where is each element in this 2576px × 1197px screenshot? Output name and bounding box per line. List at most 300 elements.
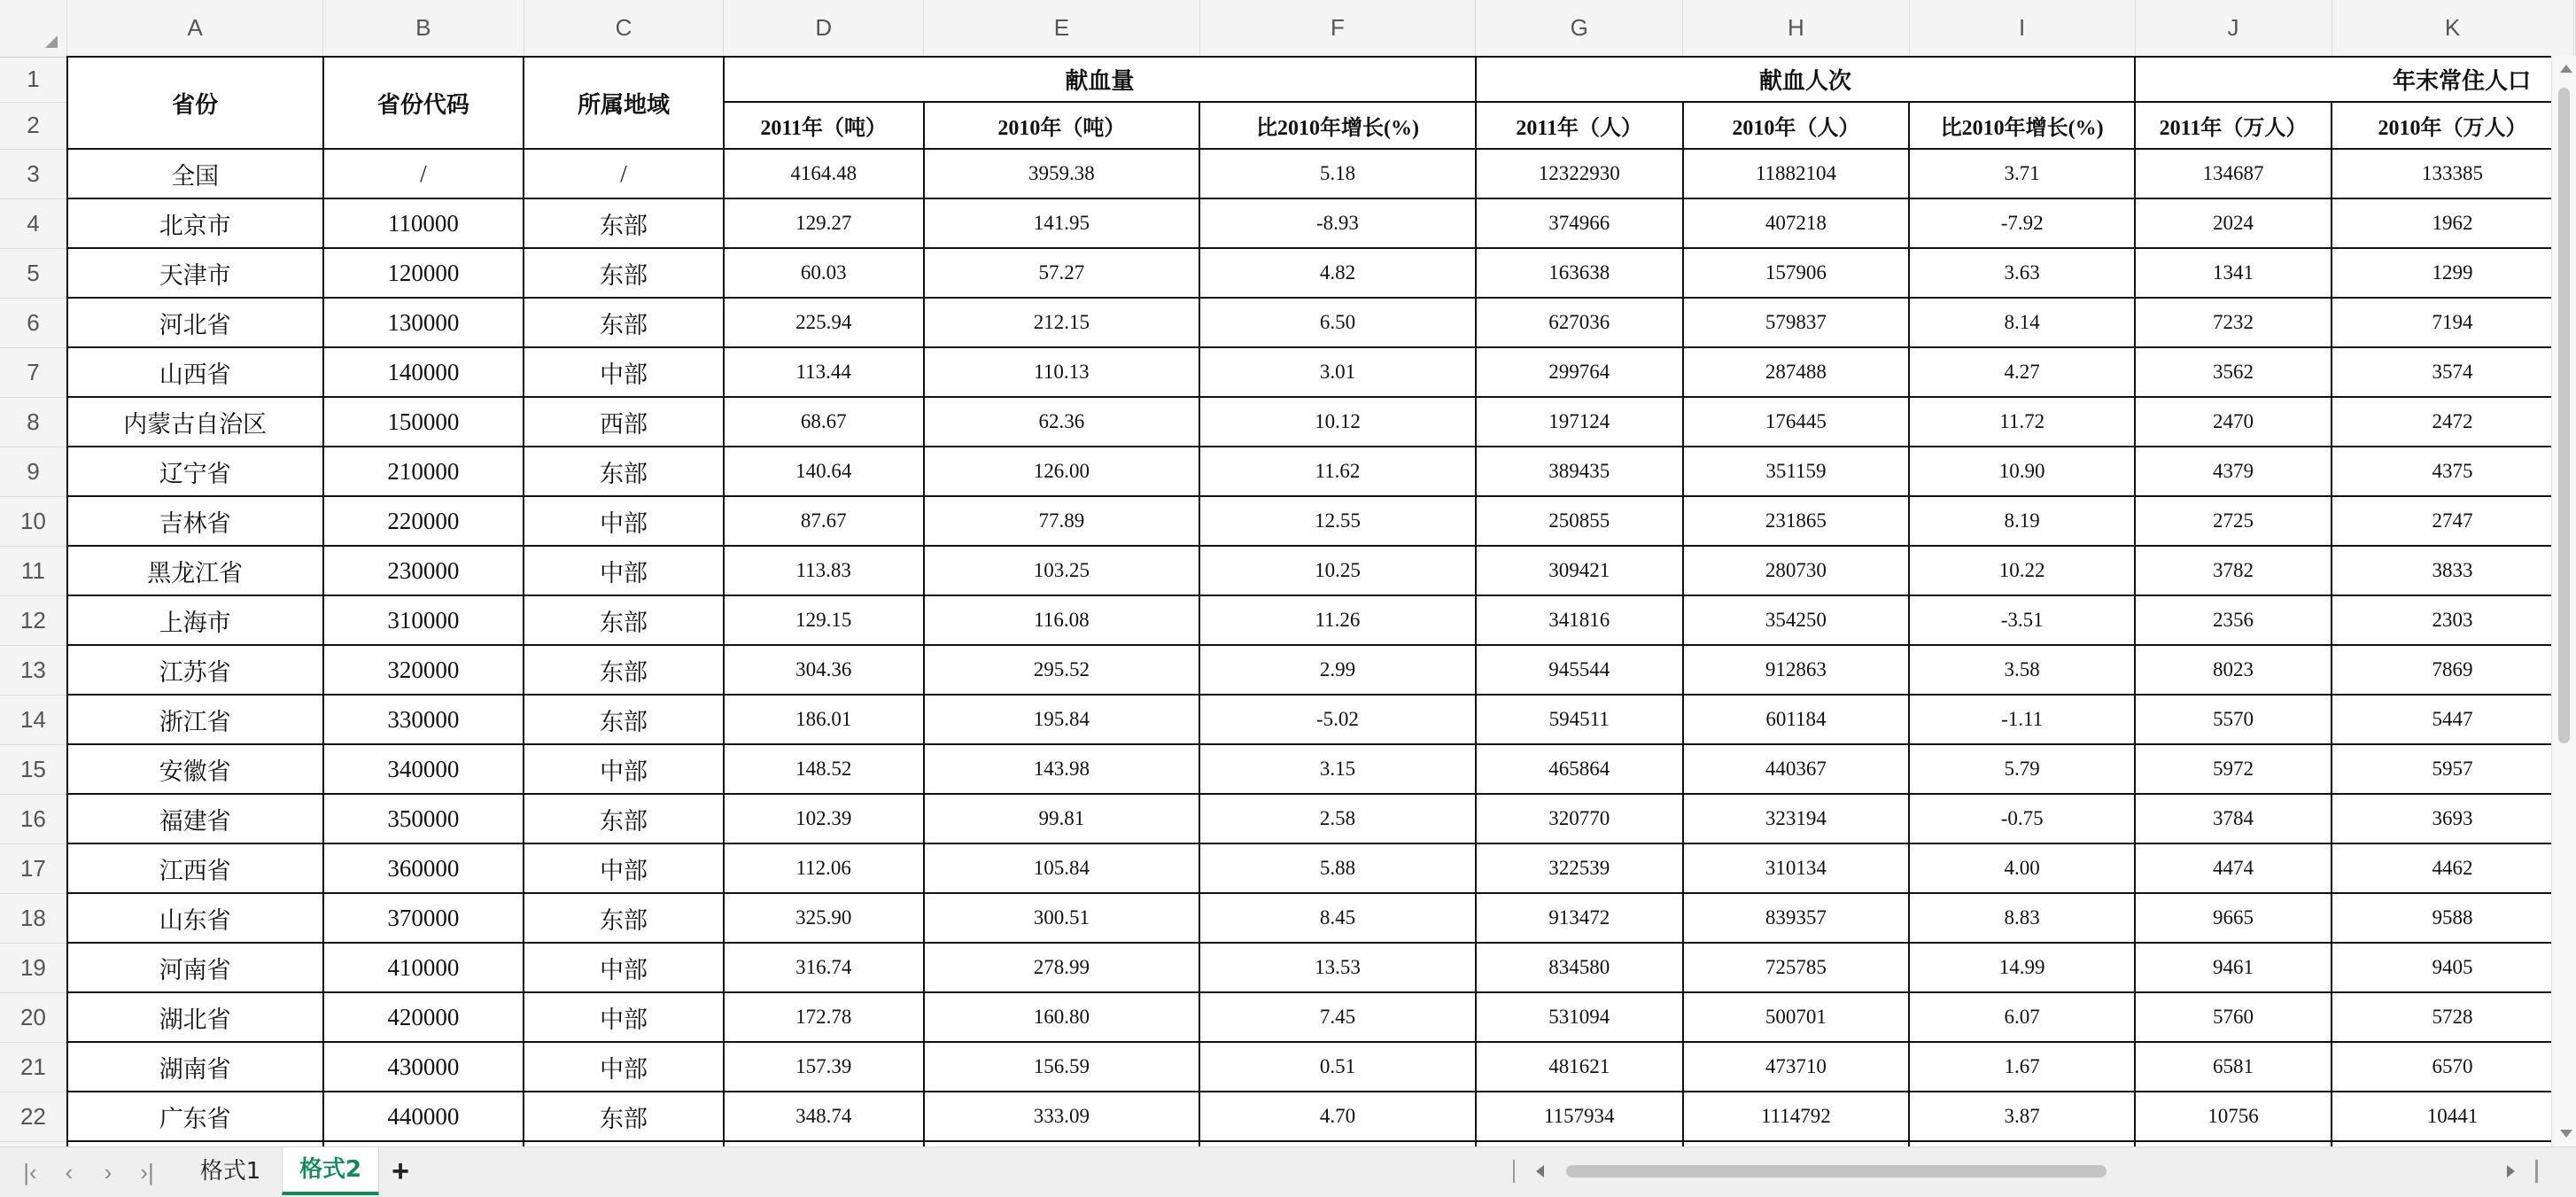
next-sheet-icon[interactable]: › (104, 1159, 113, 1185)
cell[interactable]: 10.12 (1199, 397, 1476, 447)
cell[interactable]: 3.87 (1909, 1092, 2135, 1141)
cell[interactable]: 东部 (524, 198, 724, 248)
cell[interactable]: 374966 (1476, 198, 1683, 248)
cell[interactable]: 黑龙江省 (67, 546, 323, 595)
cell[interactable]: 195.84 (924, 695, 1200, 744)
row-header[interactable]: 10 (0, 496, 67, 546)
header-region[interactable]: 所属地域 (524, 57, 724, 149)
cell[interactable]: 186.01 (724, 695, 924, 744)
cell[interactable]: 120000 (323, 248, 524, 298)
cell[interactable]: 465864 (1476, 744, 1683, 794)
column-header-e[interactable]: E (924, 0, 1200, 57)
cell[interactable]: 8.83 (1909, 893, 2135, 943)
cell[interactable]: 330000 (323, 695, 524, 744)
sheet-tab-format1[interactable]: 格式1 (199, 1158, 261, 1185)
table-row (0, 198, 2575, 248)
cell[interactable]: -8.93 (1199, 198, 1476, 248)
cell[interactable]: 323194 (1683, 794, 1910, 843)
cell[interactable]: 134687 (2135, 149, 2332, 198)
cell[interactable]: 110.13 (924, 347, 1200, 397)
cell[interactable]: 14.99 (1909, 943, 2135, 992)
cell[interactable]: 东部 (524, 298, 724, 347)
cell[interactable]: 230000 (323, 546, 524, 595)
cell[interactable]: 133385 (2332, 149, 2573, 198)
cell[interactable]: 5.18 (1199, 149, 1476, 198)
column-header-j[interactable]: J (2135, 0, 2332, 57)
cell[interactable]: 10441 (2332, 1092, 2573, 1141)
cell[interactable]: 3959.38 (924, 149, 1200, 198)
cell[interactable]: 68.67 (724, 397, 924, 447)
cell[interactable]: 325.90 (724, 893, 924, 943)
row-header[interactable]: 8 (0, 397, 67, 447)
row-header[interactable]: 7 (0, 347, 67, 397)
row-header[interactable]: 3 (0, 149, 67, 198)
cell[interactable]: 116.08 (924, 595, 1200, 645)
cell[interactable]: 7232 (2135, 298, 2332, 347)
cell[interactable]: 197124 (1476, 397, 1683, 447)
cell[interactable]: 9588 (2332, 893, 2573, 943)
cell[interactable]: 东部 (524, 1092, 724, 1141)
prev-sheet-icon[interactable]: ‹ (65, 1159, 74, 1185)
cell[interactable]: 4379 (2135, 447, 2332, 496)
scroll-up-icon[interactable] (2560, 65, 2572, 73)
table-row (0, 1042, 2575, 1092)
cell[interactable]: 13.53 (1199, 943, 1476, 992)
cell[interactable]: 601184 (1683, 695, 1910, 744)
cell[interactable]: 7.45 (1199, 992, 1476, 1042)
cell[interactable]: 220000 (323, 496, 524, 546)
cell[interactable]: 594511 (1476, 695, 1683, 744)
cell[interactable]: 370000 (323, 893, 524, 943)
subheader-pop-2011[interactable]: 2011年（万人） (2135, 102, 2332, 149)
cell[interactable]: 7194 (2332, 298, 2573, 347)
subheader-vol-2010[interactable]: 2010年（吨） (924, 102, 1200, 149)
cell[interactable]: 5957 (2332, 744, 2573, 794)
cell[interactable]: 77.89 (924, 496, 1200, 546)
cell[interactable]: 110000 (323, 198, 524, 248)
cell[interactable]: 627036 (1476, 298, 1683, 347)
cell[interactable]: 1157934 (1476, 1092, 1683, 1141)
cell[interactable]: 130000 (323, 298, 524, 347)
cell[interactable]: 481621 (1476, 1042, 1683, 1092)
cell[interactable]: 300.51 (924, 893, 1200, 943)
cell[interactable]: 354250 (1683, 595, 1910, 645)
cell[interactable]: 3574 (2332, 347, 2573, 397)
cell[interactable]: / (323, 149, 524, 198)
cell[interactable]: 87.67 (724, 496, 924, 546)
select-all-icon[interactable] (45, 35, 58, 48)
row-header[interactable]: 22 (0, 1092, 67, 1141)
cell[interactable]: 3693 (2332, 794, 2573, 843)
cell[interactable]: 113.44 (724, 347, 924, 397)
cell[interactable]: 湖南省 (67, 1042, 323, 1092)
subheader-vol-2011[interactable]: 2011年（吨） (724, 102, 924, 149)
cell[interactable]: 5.79 (1909, 744, 2135, 794)
cell[interactable]: 340000 (323, 744, 524, 794)
cell[interactable]: 中部 (524, 546, 724, 595)
row-header[interactable]: 21 (0, 1042, 67, 1092)
cell[interactable]: 316.74 (724, 943, 924, 992)
cell[interactable]: 9665 (2135, 893, 2332, 943)
cell[interactable]: 8.45 (1199, 893, 1476, 943)
cell[interactable]: 1114792 (1683, 1092, 1910, 1141)
cell[interactable]: 839357 (1683, 893, 1910, 943)
cell[interactable]: 江苏省 (67, 645, 323, 695)
cell[interactable]: 341816 (1476, 595, 1683, 645)
cell[interactable]: -1.11 (1909, 695, 2135, 744)
row-header[interactable]: 19 (0, 943, 67, 992)
cell[interactable]: 7869 (2332, 645, 2573, 695)
cell[interactable]: 河北省 (67, 298, 323, 347)
cell[interactable]: 东部 (524, 595, 724, 645)
cell[interactable]: 320000 (323, 645, 524, 695)
cell[interactable]: 8023 (2135, 645, 2332, 695)
cell[interactable]: 99.81 (924, 794, 1200, 843)
subheader-pop-2010[interactable]: 2010年（万人） (2332, 102, 2573, 149)
cell[interactable]: 2303 (2332, 595, 2573, 645)
cell[interactable]: 山东省 (67, 893, 323, 943)
cell[interactable]: 113.83 (724, 546, 924, 595)
table-row (0, 447, 2575, 496)
row-header[interactable]: 16 (0, 794, 67, 843)
row-header[interactable]: 18 (0, 893, 67, 943)
cell[interactable]: 945544 (1476, 645, 1683, 695)
cell[interactable]: 吉林省 (67, 496, 323, 546)
cell[interactable]: 10.90 (1909, 447, 2135, 496)
cell[interactable]: 4.82 (1199, 248, 1476, 298)
cell[interactable]: 407218 (1683, 198, 1910, 248)
subheader-ppl-growth[interactable]: 比2010年增长(%) (1909, 102, 2135, 149)
cell[interactable]: 129.27 (724, 198, 924, 248)
table-row (0, 794, 2575, 843)
vertical-scroll-thumb[interactable] (2558, 88, 2570, 743)
cell[interactable]: 广东省 (67, 1092, 323, 1141)
cell[interactable]: 350000 (323, 794, 524, 843)
cell[interactable]: 389435 (1476, 447, 1683, 496)
cell[interactable]: 2356 (2135, 595, 2332, 645)
cell[interactable]: 湖北省 (67, 992, 323, 1042)
subheader-vol-growth[interactable]: 比2010年增长(%) (1199, 102, 1476, 149)
header-donation-count[interactable]: 献血人次 (1476, 57, 2135, 102)
cell[interactable]: 福建省 (67, 794, 323, 843)
cell[interactable]: 10756 (2135, 1092, 2332, 1141)
row-header[interactable]: 17 (0, 843, 67, 893)
cell[interactable]: 9405 (2332, 943, 2573, 992)
header-province[interactable]: 省份 (67, 57, 323, 149)
row-header[interactable]: 13 (0, 645, 67, 695)
column-header-f[interactable]: F (1199, 0, 1476, 57)
cell[interactable]: 148.52 (724, 744, 924, 794)
cell[interactable]: 8.14 (1909, 298, 2135, 347)
cell[interactable]: 3.58 (1909, 645, 2135, 695)
cell[interactable]: 210000 (323, 447, 524, 496)
cell[interactable]: 531094 (1476, 992, 1683, 1042)
cell[interactable]: 310134 (1683, 843, 1910, 893)
cell[interactable]: 11.72 (1909, 397, 2135, 447)
cell[interactable]: 天津市 (67, 248, 323, 298)
cell[interactable]: 东部 (524, 893, 724, 943)
scroll-down-icon[interactable] (2560, 1130, 2572, 1138)
cell[interactable]: 225.94 (724, 298, 924, 347)
cell[interactable]: 山西省 (67, 347, 323, 397)
cell[interactable]: 4.27 (1909, 347, 2135, 397)
cell[interactable]: 309421 (1476, 546, 1683, 595)
cell[interactable]: 3.63 (1909, 248, 2135, 298)
cell[interactable]: 中部 (524, 496, 724, 546)
cell[interactable]: 310000 (323, 595, 524, 645)
table-row (0, 496, 2575, 546)
cell[interactable]: 176445 (1683, 397, 1910, 447)
cell[interactable]: 4.70 (1199, 1092, 1476, 1141)
cell[interactable]: 410000 (323, 943, 524, 992)
row-header[interactable]: 11 (0, 546, 67, 595)
cell[interactable]: 913472 (1476, 893, 1683, 943)
cell[interactable]: 东部 (524, 248, 724, 298)
cell[interactable]: 62.36 (924, 397, 1200, 447)
row-header[interactable]: 12 (0, 595, 67, 645)
cell[interactable]: 3562 (2135, 347, 2332, 397)
cell[interactable]: 140.64 (724, 447, 924, 496)
cell[interactable]: 250855 (1476, 496, 1683, 546)
cell[interactable]: 440367 (1683, 744, 1910, 794)
vertical-scrollbar[interactable] (2551, 56, 2576, 1146)
cell[interactable]: 江西省 (67, 843, 323, 893)
cell[interactable]: 东部 (524, 794, 724, 843)
cell[interactable]: -7.92 (1909, 198, 2135, 248)
cell[interactable]: 2472 (2332, 397, 2573, 447)
header-blood-volume[interactable]: 献血量 (724, 57, 1476, 102)
cell[interactable]: 299764 (1476, 347, 1683, 397)
cell[interactable]: 东部 (524, 645, 724, 695)
cell[interactable]: 11882104 (1683, 149, 1910, 198)
table-row (0, 695, 2575, 744)
cell[interactable]: 231865 (1683, 496, 1910, 546)
subheader-ppl-2011[interactable]: 2011年（人） (1476, 102, 1683, 149)
cell[interactable]: 6570 (2332, 1042, 2573, 1092)
cell[interactable]: 8.19 (1909, 496, 2135, 546)
row-header[interactable]: 4 (0, 198, 67, 248)
cell[interactable]: 浙江省 (67, 695, 323, 744)
cell[interactable]: 5972 (2135, 744, 2332, 794)
cell[interactable]: 351159 (1683, 447, 1910, 496)
first-sheet-icon[interactable]: |‹ (23, 1159, 37, 1185)
table-row (0, 298, 2575, 347)
last-sheet-icon[interactable]: ›| (140, 1159, 154, 1185)
cell[interactable]: 内蒙古自治区 (67, 397, 323, 447)
subheader-ppl-2010[interactable]: 2010年（人） (1683, 102, 1910, 149)
cell[interactable]: / (524, 149, 724, 198)
row-header[interactable]: 6 (0, 298, 67, 347)
cell[interactable]: 2.99 (1199, 645, 1476, 695)
column-header-k[interactable]: K (2332, 0, 2573, 57)
cell[interactable]: 172.78 (724, 992, 924, 1042)
cell[interactable]: 6.50 (1199, 298, 1476, 347)
cell[interactable]: 2024 (2135, 198, 2332, 248)
cell[interactable]: 3.71 (1909, 149, 2135, 198)
cell[interactable]: 112.06 (724, 843, 924, 893)
cell[interactable]: 440000 (323, 1092, 524, 1141)
cell[interactable]: 143.98 (924, 744, 1200, 794)
cell[interactable]: 9461 (2135, 943, 2332, 992)
cell[interactable]: 129.15 (724, 595, 924, 645)
column-header-row (0, 0, 2575, 57)
cell[interactable]: 834580 (1476, 943, 1683, 992)
cell[interactable]: 280730 (1683, 546, 1910, 595)
cell[interactable]: 140000 (323, 347, 524, 397)
cell[interactable]: 57.27 (924, 248, 1200, 298)
cell[interactable]: 322539 (1476, 843, 1683, 893)
scroll-left-icon[interactable] (1536, 1165, 1544, 1178)
cell[interactable]: 3782 (2135, 546, 2332, 595)
cell[interactable]: 126.00 (924, 447, 1200, 496)
cell[interactable]: 579837 (1683, 298, 1910, 347)
cell[interactable]: 中部 (524, 347, 724, 397)
cell[interactable]: 1962 (2332, 198, 2573, 248)
cell[interactable]: 103.25 (924, 546, 1200, 595)
cell[interactable]: 102.39 (724, 794, 924, 843)
table-row (0, 1092, 2575, 1141)
cell[interactable]: 304.36 (724, 645, 924, 695)
table-row (0, 397, 2575, 447)
cell[interactable]: -3.51 (1909, 595, 2135, 645)
row-header[interactable]: 20 (0, 992, 67, 1042)
cell[interactable]: 2747 (2332, 496, 2573, 546)
cell[interactable]: 中部 (524, 843, 724, 893)
cell[interactable]: 1299 (2332, 248, 2573, 298)
cell[interactable]: 150000 (323, 397, 524, 447)
cell[interactable]: 348.74 (724, 1092, 924, 1141)
scroll-right-icon[interactable] (2507, 1165, 2515, 1178)
cell[interactable]: 11.26 (1199, 595, 1476, 645)
cell[interactable]: 141.95 (924, 198, 1200, 248)
cell[interactable]: 160.80 (924, 992, 1200, 1042)
cell[interactable]: 西部 (524, 397, 724, 447)
table-row (0, 893, 2575, 943)
cell[interactable]: 中部 (524, 1042, 724, 1092)
row-header[interactable]: 9 (0, 447, 67, 496)
cell[interactable]: 60.03 (724, 248, 924, 298)
cell[interactable]: 中部 (524, 992, 724, 1042)
cell[interactable]: 10.22 (1909, 546, 2135, 595)
column-header-d[interactable]: D (724, 0, 924, 57)
cell[interactable]: 2470 (2135, 397, 2332, 447)
column-header-h[interactable]: H (1683, 0, 1910, 57)
cell[interactable]: 12.55 (1199, 496, 1476, 546)
column-header-i[interactable]: I (1909, 0, 2135, 57)
cell[interactable]: 0.51 (1199, 1042, 1476, 1092)
sheet-tab-format2[interactable]: 格式2 (282, 1147, 379, 1195)
cell[interactable]: 430000 (323, 1042, 524, 1092)
cell[interactable]: 5447 (2332, 695, 2573, 744)
cell[interactable]: 295.52 (924, 645, 1200, 695)
cell[interactable]: 333.09 (924, 1092, 1200, 1141)
cell[interactable]: 278.99 (924, 943, 1200, 992)
header-province-code[interactable]: 省份代码 (323, 57, 524, 149)
cell[interactable]: 10.25 (1199, 546, 1476, 595)
cell[interactable]: 6581 (2135, 1042, 2332, 1092)
cell[interactable]: 安徽省 (67, 744, 323, 794)
cell[interactable]: 912863 (1683, 645, 1910, 695)
cell[interactable]: 725785 (1683, 943, 1910, 992)
cell[interactable]: 3833 (2332, 546, 2573, 595)
cell[interactable]: 5570 (2135, 695, 2332, 744)
table-row (0, 149, 2575, 198)
cell[interactable]: 12322930 (1476, 149, 1683, 198)
cell[interactable]: 3784 (2135, 794, 2332, 843)
cell[interactable]: 4.00 (1909, 843, 2135, 893)
cell[interactable]: 287488 (1683, 347, 1910, 397)
cell[interactable]: 4474 (2135, 843, 2332, 893)
column-header-a[interactable]: A (67, 0, 323, 57)
cell[interactable]: 157.39 (724, 1042, 924, 1092)
cell[interactable]: 河南省 (67, 943, 323, 992)
cell[interactable]: -0.75 (1909, 794, 2135, 843)
cell[interactable]: 11.62 (1199, 447, 1476, 496)
cell[interactable]: 157906 (1683, 248, 1910, 298)
cell[interactable]: 473710 (1683, 1042, 1910, 1092)
cell[interactable]: 360000 (323, 843, 524, 893)
cell[interactable]: 全国 (67, 149, 323, 198)
row-header[interactable]: 5 (0, 248, 67, 298)
cell[interactable]: 1341 (2135, 248, 2332, 298)
cell[interactable]: 辽宁省 (67, 447, 323, 496)
cell[interactable]: 4164.48 (724, 149, 924, 198)
row-header[interactable]: 15 (0, 744, 67, 794)
cell[interactable]: 中部 (524, 943, 724, 992)
column-header-c[interactable]: C (524, 0, 724, 57)
row-header[interactable]: 2 (0, 102, 67, 149)
column-header-b[interactable]: B (323, 0, 524, 57)
cell[interactable]: -5.02 (1199, 695, 1476, 744)
cell[interactable]: 2725 (2135, 496, 2332, 546)
cell[interactable]: 5.88 (1199, 843, 1476, 893)
row-header[interactable]: 1 (0, 57, 67, 102)
cell[interactable]: 1.67 (1909, 1042, 2135, 1092)
cell[interactable]: 东部 (524, 447, 724, 496)
cell[interactable]: 4462 (2332, 843, 2573, 893)
sheet-tab-bar (0, 1146, 2576, 1197)
cell[interactable]: 东部 (524, 695, 724, 744)
cell[interactable]: 5728 (2332, 992, 2573, 1042)
cell[interactable]: 163638 (1476, 248, 1683, 298)
cell[interactable]: 6.07 (1909, 992, 2135, 1042)
cell[interactable]: 420000 (323, 992, 524, 1042)
cell[interactable]: 212.15 (924, 298, 1200, 347)
divider (2535, 1160, 2538, 1183)
table-row (0, 248, 2575, 298)
header-population[interactable]: 年末常住人口 (2135, 57, 2575, 102)
cell[interactable]: 上海市 (67, 595, 323, 645)
cell[interactable]: 320770 (1476, 794, 1683, 843)
cell[interactable]: 北京市 (67, 198, 323, 248)
cell[interactable]: 5760 (2135, 992, 2332, 1042)
cell[interactable]: 3.15 (1199, 744, 1476, 794)
cell[interactable]: 3.01 (1199, 347, 1476, 397)
cell[interactable]: 105.84 (924, 843, 1200, 893)
row-header[interactable]: 14 (0, 695, 67, 744)
add-sheet-button[interactable]: + (392, 1154, 409, 1188)
cell[interactable]: 500701 (1683, 992, 1910, 1042)
table-row (0, 943, 2575, 992)
cell[interactable]: 156.59 (924, 1042, 1200, 1092)
cell[interactable]: 4375 (2332, 447, 2573, 496)
column-header-g[interactable]: G (1476, 0, 1683, 57)
horizontal-scroll-thumb[interactable] (1566, 1165, 2107, 1178)
cell[interactable]: 中部 (524, 744, 724, 794)
select-all-corner[interactable] (0, 0, 67, 57)
table-row (0, 546, 2575, 595)
cell[interactable]: 2.58 (1199, 794, 1476, 843)
